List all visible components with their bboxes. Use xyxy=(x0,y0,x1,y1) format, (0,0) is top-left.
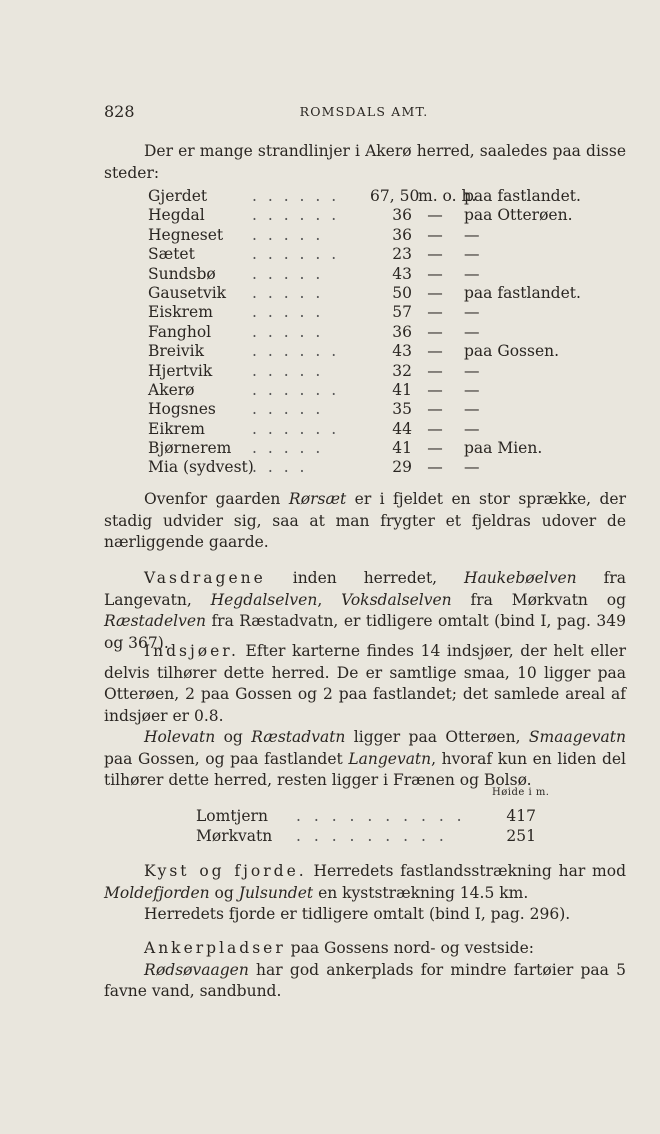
table-row xyxy=(148,265,618,284)
location-note: — xyxy=(464,225,480,244)
shore-height: 36 xyxy=(392,206,412,225)
location-note: paa Otterøen. xyxy=(464,206,573,225)
leader-dots: . . . . . . . . . . xyxy=(296,807,466,825)
leader-dots: . . . . . xyxy=(252,361,324,380)
unit: — xyxy=(427,380,443,399)
place-name: Sætet xyxy=(148,245,195,264)
unit: m. o. h. xyxy=(418,187,477,205)
place-name: Bjørnerem xyxy=(148,439,232,458)
paragraph-rorsaet: Ovenfor gaarden Rørsæt er i fjeldet en stor sprække, der stadig udvider sig, saa at man frygter et fjeldras udover de nærliggende gaarde. xyxy=(104,490,626,551)
table-row xyxy=(148,206,618,225)
table-row xyxy=(148,245,618,264)
leader-dots: . . . . xyxy=(252,458,308,477)
location-note: — xyxy=(464,303,480,322)
location-note: — xyxy=(464,458,480,477)
location-note: — xyxy=(464,400,480,419)
location-note: paa fastlandet. xyxy=(464,283,581,302)
unit: — xyxy=(427,225,443,244)
leader-dots: . . . . . xyxy=(252,283,324,302)
table-row xyxy=(148,439,618,458)
table-row xyxy=(196,827,556,847)
running-title: ROMSDALS AMT. xyxy=(299,104,429,119)
shore-height: 44 xyxy=(392,419,412,438)
lake-height: 417 xyxy=(506,807,536,825)
lake-height: 251 xyxy=(506,827,536,845)
place-name: Akerø xyxy=(148,380,195,399)
leader-dots: . . . . . . xyxy=(252,342,340,361)
lake-name: Mørkvatn xyxy=(196,827,273,845)
table-row xyxy=(148,226,618,245)
intro-paragraph: Der er mange strandlinjer i Akerø herred, saaledes paa disse steder: xyxy=(104,142,626,182)
shore-height: 29 xyxy=(392,458,412,477)
section-heading: Ankerpladser xyxy=(144,939,286,957)
table-row xyxy=(148,323,618,342)
place-name: Mia (sydvest) xyxy=(148,458,254,477)
leader-dots: . . . . . . xyxy=(252,419,340,438)
table-row xyxy=(148,303,618,322)
place-name: Gausetvik xyxy=(148,283,227,302)
place-name-italic: Rørsæt xyxy=(288,490,347,508)
table-row xyxy=(148,284,618,303)
table-header: Høide i m. xyxy=(492,787,550,798)
place-name: Fanghol xyxy=(148,322,212,341)
leader-dots: . . . . . xyxy=(252,322,324,341)
leader-dots: . . . . . . xyxy=(252,206,340,225)
place-name: Gjerdet xyxy=(148,187,208,205)
place-name: Hegneset xyxy=(148,225,224,244)
shore-height: 23 xyxy=(392,245,412,264)
section-heading: Indsjøer. xyxy=(144,642,239,660)
location-note: paa Mien. xyxy=(464,439,543,458)
unit: — xyxy=(427,419,443,438)
location-note: — xyxy=(464,245,480,264)
place-name: Eiskrem xyxy=(148,303,213,322)
table-row xyxy=(148,458,618,477)
shore-height: 57 xyxy=(392,303,412,322)
page-number: 828 xyxy=(104,102,135,121)
table-row xyxy=(148,381,618,400)
unit: — xyxy=(427,439,443,458)
leader-dots: . . . . . . . . . xyxy=(296,827,448,845)
paragraph-kyst: Kyst og fjorde. Herredets fastlandsstrækning har mod Moldefjorden og Julsundet en kyststrækning 14.5 km. Herredets fjorde er tidligere omtalt (bind I, pag. 296). xyxy=(104,861,626,926)
unit: — xyxy=(427,303,443,322)
table-row xyxy=(148,187,618,206)
unit: — xyxy=(427,206,443,225)
table-row xyxy=(148,420,618,439)
shore-height: 35 xyxy=(392,400,412,419)
leader-dots: . . . . . xyxy=(252,303,324,322)
unit: — xyxy=(427,361,443,380)
shore-height: 36 xyxy=(392,225,412,244)
shore-height: 32 xyxy=(392,361,412,380)
leader-dots: . . . . . . xyxy=(252,187,340,205)
leader-dots: . . . . . xyxy=(252,264,324,283)
paragraph-kyst-2: Herredets fjorde er tidligere omtalt (bind I, pag. 296). xyxy=(144,905,571,923)
unit: — xyxy=(427,264,443,283)
place-name: Eikrem xyxy=(148,419,205,438)
section-heading: Kyst og fjorde. xyxy=(144,862,307,880)
shore-height: 43 xyxy=(392,264,412,283)
unit: — xyxy=(427,458,443,477)
paragraph-rodsovaagen: Rødsøvaagen har god ankerplads for mindre fartøier paa 5 favne vand, sandbund. xyxy=(104,960,626,1000)
location-note: — xyxy=(464,380,480,399)
section-heading: Vasdragene xyxy=(144,569,266,587)
place-name: Breivik xyxy=(148,342,205,361)
table-row xyxy=(148,342,618,361)
paragraph-holevatn: Holevatn og Ræstadvatn ligger paa Otterøen, Smaagevatn paa Gossen, og paa fastlandet Langevatn, hvoraf kun en liden del tilhører dette herred, resten ligger i Frænen og Bolsø. xyxy=(104,728,626,789)
paragraph-vasdrag: Vasdragene inden herredet, Haukebøelven fra Langevatn, Hegdalselven, Voksdalselven fra Mørkvatn og Ræstadelven fra Ræstadvatn, er tidligere omtalt (bind I, pag. 349 og 367). xyxy=(104,569,626,652)
shore-height: 41 xyxy=(392,439,412,458)
table-row xyxy=(196,807,556,827)
location-note: — xyxy=(464,322,480,341)
location-note: — xyxy=(464,264,480,283)
shore-height: 36 xyxy=(392,322,412,341)
location-note: — xyxy=(464,419,480,438)
location-note: paa fastlandet. xyxy=(464,187,581,205)
paragraph-indsjoer: Indsjøer. Efter karterne findes 14 indsjøer, der helt eller delvis tilhører dette herred. De er samtlige smaa, 10 ligger paa Otterøen, 2 paa Gossen og 2 paa fastlandet; det samlede areal af indsjøer er 0.8. Holevatn og Ræstadvatn ligger paa Otterøen, Smaagevatn paa Gossen, og paa fastlandet Langevatn, hvoraf kun en liden del tilhører dette herred, resten ligger i Frænen og Bolsø. xyxy=(104,641,626,792)
shore-height: 50 xyxy=(392,283,412,302)
location-note: — xyxy=(464,361,480,380)
paragraph-anker: Ankerpladser paa Gossens nord- og vestside: Rødsøvaagen har god ankerplads for mindre fartøier paa 5 favne vand, sandbund. xyxy=(104,938,626,1003)
shore-height: 43 xyxy=(392,342,412,361)
shore-height: 67, 50 xyxy=(370,187,420,205)
place-name: Hjertvik xyxy=(148,361,213,380)
table-row xyxy=(148,400,618,419)
location-note: paa Gossen. xyxy=(464,342,560,361)
place-name: Hogsnes xyxy=(148,400,216,419)
lake-name: Lomtjern xyxy=(196,807,268,825)
unit: — xyxy=(427,342,443,361)
place-name: Sundsbø xyxy=(148,264,216,283)
unit: — xyxy=(427,400,443,419)
leader-dots: . . . . . xyxy=(252,400,324,419)
leader-dots: . . . . . . xyxy=(252,380,340,399)
leader-dots: . . . . . . xyxy=(252,245,340,264)
leader-dots: . . . . . xyxy=(252,439,324,458)
shoreline-table xyxy=(148,187,618,478)
page-header xyxy=(104,102,624,124)
place-name: Hegdal xyxy=(148,206,205,225)
unit: — xyxy=(427,322,443,341)
shore-height: 41 xyxy=(392,380,412,399)
unit: — xyxy=(427,283,443,302)
lake-height-table xyxy=(196,789,556,847)
leader-dots: . . . . . xyxy=(252,225,324,244)
unit: — xyxy=(427,245,443,264)
table-row xyxy=(148,362,618,381)
